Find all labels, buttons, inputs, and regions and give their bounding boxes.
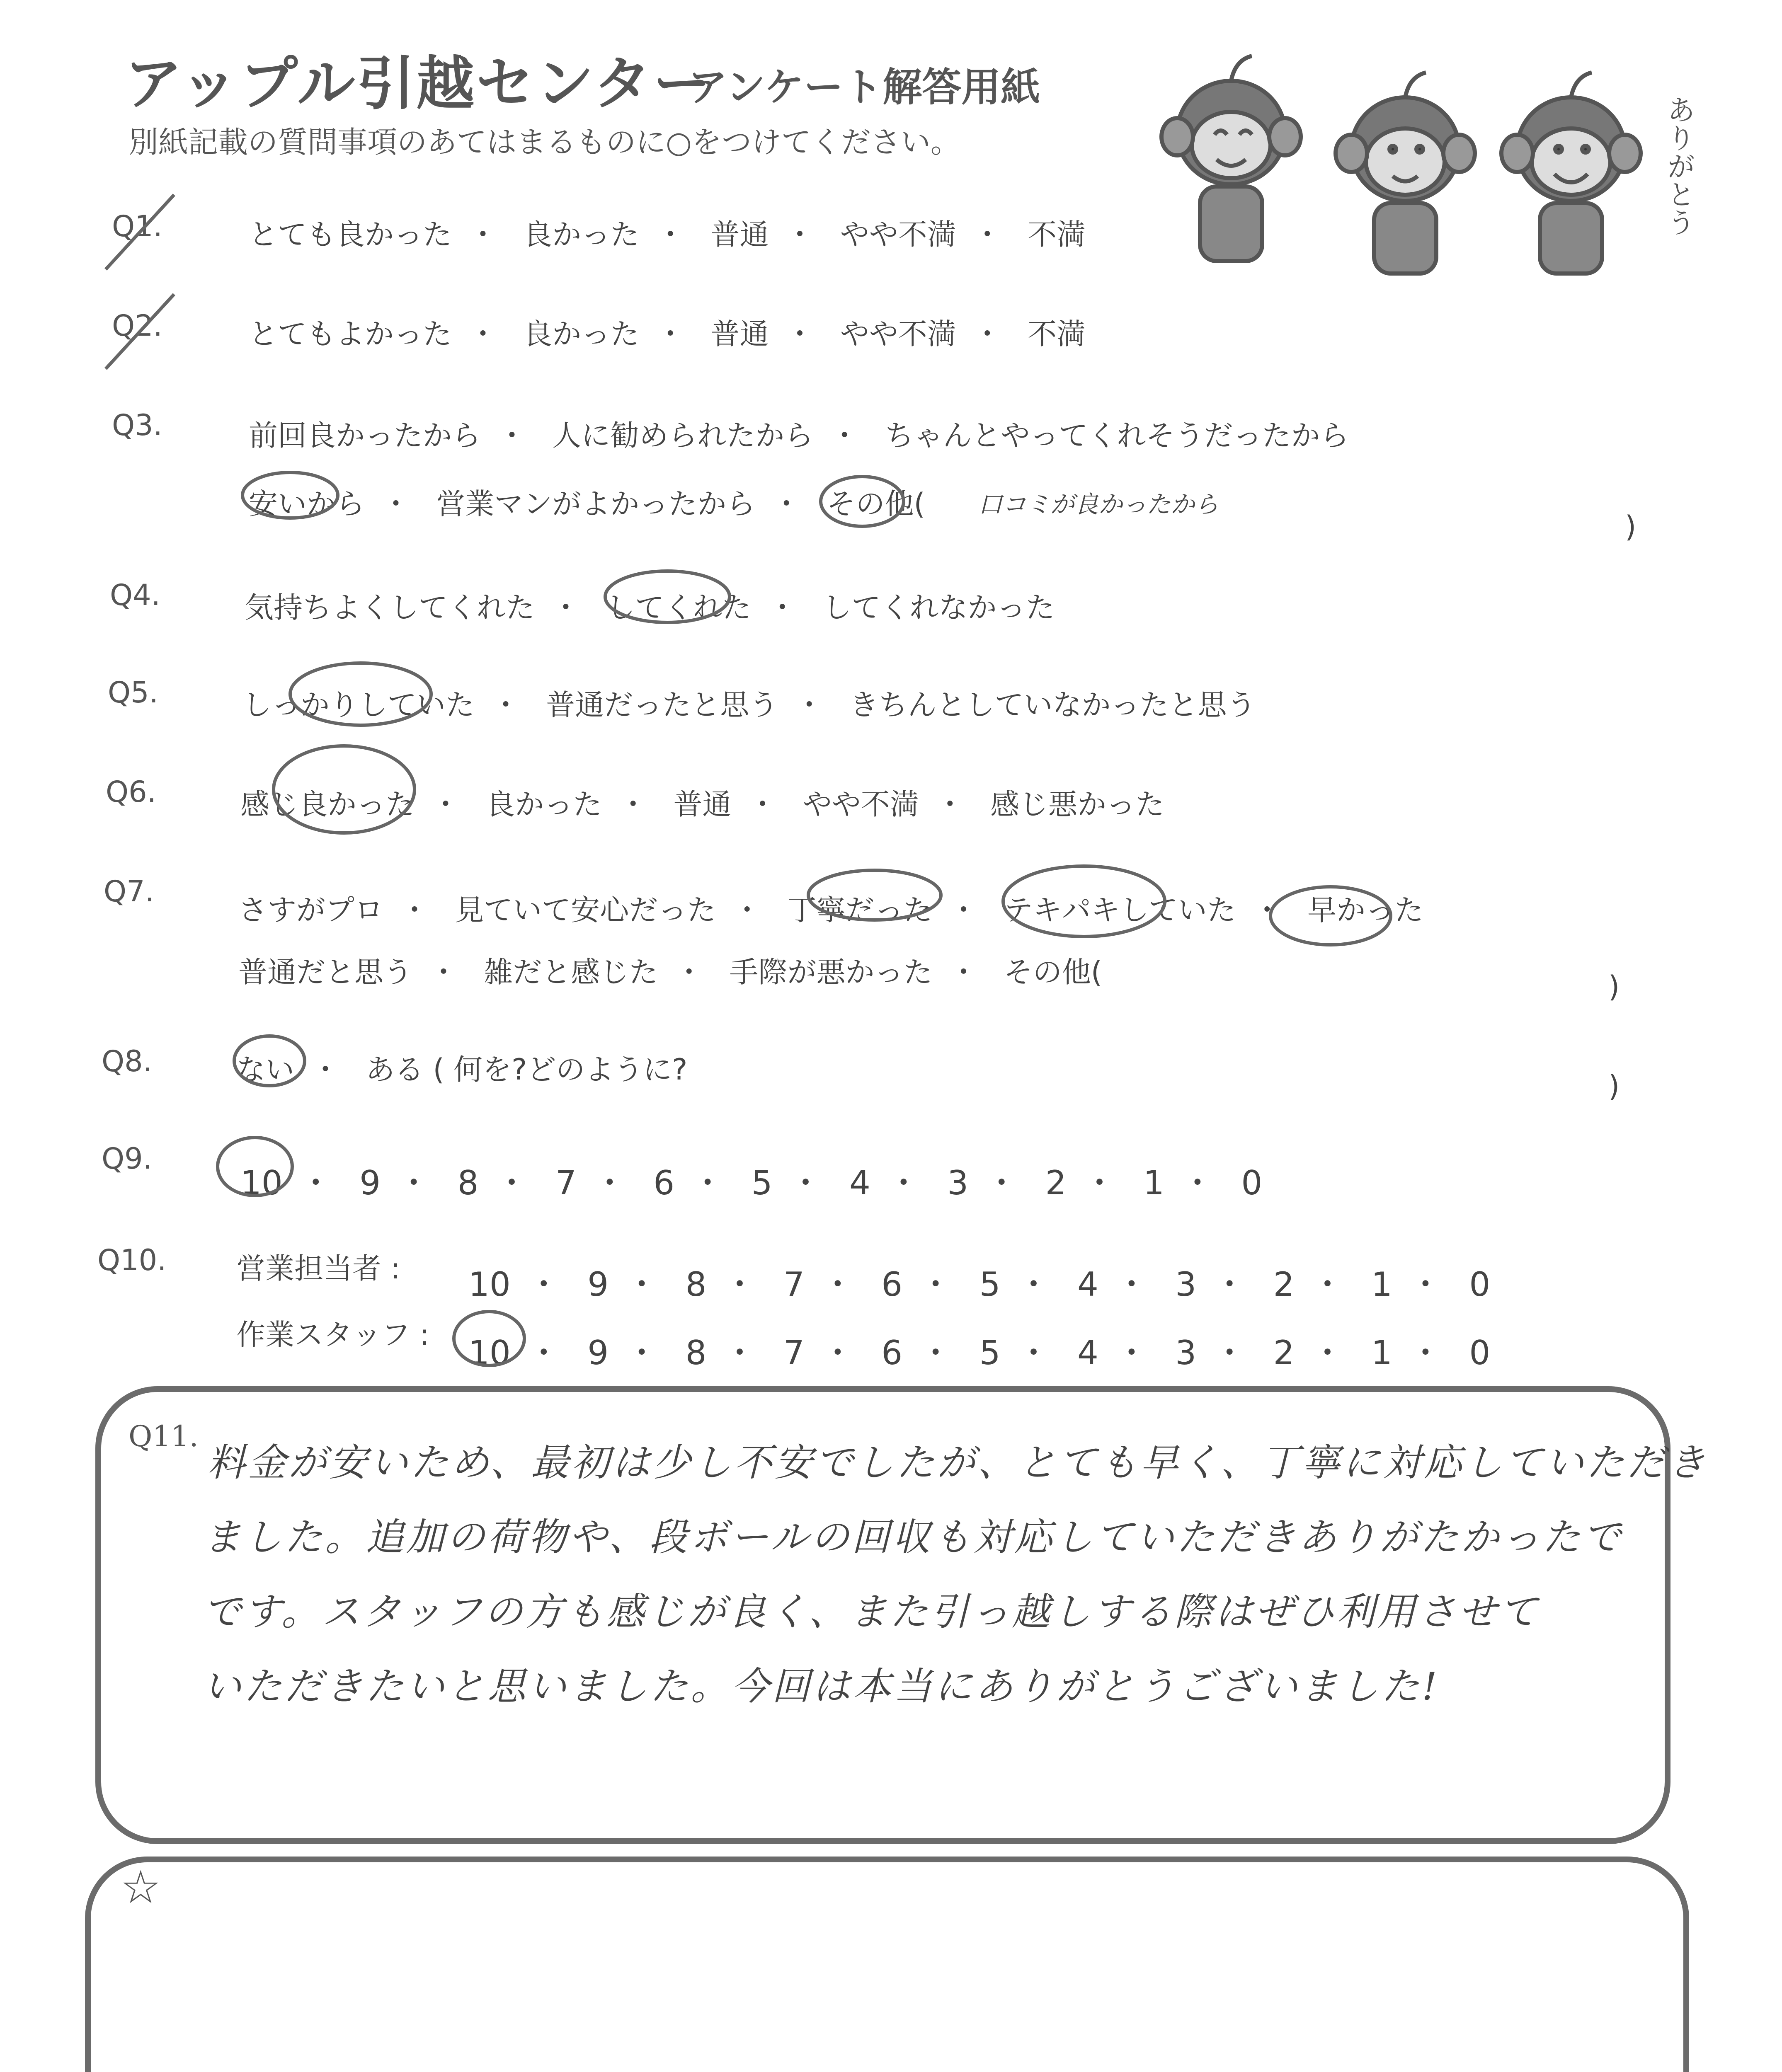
q10-sales-score[interactable]: 10 bbox=[468, 1265, 511, 1304]
q2-options: とてもよかった ・ 良かった ・ 普通 ・ やや不満 ・ 不満 bbox=[249, 317, 1086, 351]
q10-sales-score[interactable]: 0 bbox=[1469, 1265, 1491, 1304]
q10-sales-score[interactable]: 5 bbox=[979, 1265, 1001, 1304]
q9-score[interactable]: 10 bbox=[240, 1164, 283, 1202]
q10-staff-score[interactable]: 1 bbox=[1371, 1334, 1392, 1372]
q3-option[interactable]: 人に勧められたから bbox=[552, 419, 814, 453]
star-icon: ☆ bbox=[120, 1861, 161, 1914]
q10-sales-score[interactable]: 3 bbox=[1175, 1265, 1197, 1304]
q9-score[interactable]: 7 bbox=[555, 1164, 577, 1202]
q3-close-paren: ) bbox=[1625, 510, 1637, 544]
q6-option[interactable]: 感じ良かった bbox=[240, 787, 415, 821]
q4-option[interactable]: してくれた bbox=[606, 591, 752, 625]
q1-options: とても良かった ・ 良かった ・ 普通 ・ やや不満 ・ 不満 bbox=[249, 218, 1086, 252]
q6-options: 感じ良かった ・ 良かった ・ 普通 ・ やや不満 ・ 感じ悪かった bbox=[240, 787, 1165, 821]
q3-option[interactable]: 営業マンがよかったから bbox=[436, 487, 756, 521]
form-subtitle: アンケート解答用紙 bbox=[688, 65, 1040, 110]
form-title: アップル引越センター bbox=[124, 50, 713, 118]
q3-options-line1: 前回良かったから ・ 人に勧められたから ・ ちゃんとやってくれそうだったから bbox=[249, 419, 1349, 453]
q6-option[interactable]: 良かった bbox=[486, 787, 602, 821]
q5-number: Q5. bbox=[108, 675, 158, 709]
q6-option[interactable]: やや不満 bbox=[803, 787, 919, 821]
q7-number: Q7. bbox=[104, 874, 154, 908]
q11-answer-line: いただきたいと思いました。今回は本当にありがとうございました! bbox=[203, 1664, 1440, 1709]
q8-option[interactable]: ない bbox=[236, 1053, 294, 1087]
q3-option[interactable]: 安いから bbox=[249, 487, 365, 521]
q10-sales-score[interactable]: 2 bbox=[1273, 1265, 1295, 1304]
q5-options: しっかりしていた ・ 普通だったと思う ・ きちんとしていなかったと思う bbox=[242, 688, 1256, 722]
q10-sales-score[interactable]: 7 bbox=[783, 1265, 805, 1304]
q4-number: Q4. bbox=[110, 578, 160, 612]
q8-number: Q8. bbox=[102, 1044, 152, 1078]
q3-options-line2: 安いから ・ 営業マンがよかったから ・ その他( bbox=[249, 487, 925, 521]
q7-options-line1: さすがプロ ・ 見ていて安心だった ・ 丁寧だった ・ テキパキしていた ・ 早かった bbox=[238, 893, 1424, 927]
free-comment-box bbox=[85, 1857, 1689, 2072]
q7-options-line2: 普通だと思う ・ 雑だと感じた ・ 手際が悪かった ・ その他( bbox=[238, 955, 1103, 989]
q1-option[interactable]: とても良かった bbox=[249, 218, 452, 252]
q10-staff-score[interactable]: 5 bbox=[979, 1334, 1001, 1372]
q9-score[interactable]: 3 bbox=[947, 1164, 969, 1202]
q7-option[interactable]: 手際が悪かった bbox=[729, 955, 933, 989]
q10-sales-score[interactable]: 4 bbox=[1077, 1265, 1098, 1304]
q10-number: Q10. bbox=[97, 1243, 167, 1277]
q4-options: 気持ちよくしてくれた ・ してくれた ・ してくれなかった bbox=[245, 591, 1055, 625]
q5-option[interactable]: 普通だったと思う bbox=[546, 688, 778, 722]
q11-answer-line: 料金が安いため、最初は少し不安でしたが、とても早く、丁寧に対応していただき bbox=[207, 1440, 1708, 1485]
instruction-text: 別紙記載の質問事項のあてはまるものに○をつけてください。 bbox=[128, 125, 960, 160]
q5-option[interactable]: きちんとしていなかったと思う bbox=[849, 688, 1256, 722]
q1-number: Q1. bbox=[112, 209, 162, 243]
q9-score[interactable]: 5 bbox=[751, 1164, 773, 1202]
q10-staff-score[interactable]: 3 bbox=[1175, 1334, 1197, 1372]
q10-sales-score[interactable]: 1 bbox=[1371, 1265, 1392, 1304]
q2-number: Q2. bbox=[112, 309, 162, 343]
q6-number: Q6. bbox=[106, 775, 156, 809]
q9-score[interactable]: 0 bbox=[1241, 1164, 1263, 1202]
q10-staff-score[interactable]: 7 bbox=[783, 1334, 805, 1372]
q2-option[interactable]: 普通 bbox=[710, 317, 769, 351]
q5-option[interactable]: しっかりしていた bbox=[242, 688, 475, 722]
q10-staff-scale: 10 ・ 9 ・ 8 ・ 7 ・ 6 ・ 5 ・ 4 ・ 3 ・ 2 ・ 1 ・ 0 bbox=[468, 1334, 1491, 1372]
q11-answer-line: です。スタッフの方も感じが良く、また引っ越しする際はぜひ利用させて bbox=[203, 1590, 1540, 1634]
q9-score[interactable]: 6 bbox=[653, 1164, 675, 1202]
q7-option[interactable]: さすがプロ bbox=[238, 893, 383, 927]
q4-option[interactable]: 気持ちよくしてくれた bbox=[245, 591, 535, 625]
q10-staff-score[interactable]: 8 bbox=[685, 1334, 707, 1372]
q10-staff-score[interactable]: 4 bbox=[1077, 1334, 1098, 1372]
q7-option[interactable]: 丁寧だった bbox=[787, 893, 933, 927]
q8-options: ない ・ ある ( 何を?どのように? bbox=[236, 1053, 688, 1087]
q2-option[interactable]: やや不満 bbox=[840, 317, 956, 351]
q10-staff-label: 作業スタッフ : bbox=[236, 1318, 429, 1352]
q2-option[interactable]: 良かった bbox=[523, 317, 640, 351]
q4-option[interactable]: してくれなかった bbox=[822, 591, 1055, 625]
q9-score[interactable]: 2 bbox=[1045, 1164, 1067, 1202]
q10-sales-label: 営業担当者 : bbox=[236, 1251, 400, 1285]
q1-option[interactable]: 不満 bbox=[1028, 218, 1086, 252]
q10-sales-score[interactable]: 9 bbox=[587, 1265, 609, 1304]
q7-option[interactable]: その他( bbox=[1004, 955, 1103, 989]
q9-score[interactable]: 8 bbox=[457, 1164, 479, 1202]
q9-score[interactable]: 9 bbox=[359, 1164, 381, 1202]
q2-option[interactable]: 不満 bbox=[1028, 317, 1086, 351]
q7-option[interactable]: テキパキしていた bbox=[1004, 893, 1236, 927]
q7-option[interactable]: 普通だと思う bbox=[238, 955, 412, 989]
q10-staff-score[interactable]: 2 bbox=[1273, 1334, 1295, 1372]
q10-sales-score[interactable]: 6 bbox=[881, 1265, 903, 1304]
q7-option[interactable]: 見ていて安心だった bbox=[455, 893, 716, 927]
mascot-text: ありがとう bbox=[1662, 95, 1695, 236]
q10-staff-score[interactable]: 10 bbox=[468, 1334, 511, 1372]
q3-number: Q3. bbox=[112, 408, 162, 442]
q1-option[interactable]: 良かった bbox=[523, 218, 640, 252]
q9-number: Q9. bbox=[102, 1142, 152, 1176]
q9-scale: 10 ・ 9 ・ 8 ・ 7 ・ 6 ・ 5 ・ 4 ・ 3 ・ 2 ・ 1 ・ 0 bbox=[240, 1164, 1263, 1202]
q3-option[interactable]: 前回良かったから bbox=[249, 419, 481, 453]
q2-option[interactable]: とてもよかった bbox=[249, 317, 452, 351]
q7-option[interactable]: 早かった bbox=[1307, 893, 1424, 927]
q11-answer bbox=[203, 1426, 1708, 1724]
q10-staff-score[interactable]: 9 bbox=[587, 1334, 609, 1372]
q7-option[interactable]: 雑だと感じた bbox=[484, 955, 658, 989]
q8-option[interactable]: ある ( 何を?どのように? bbox=[366, 1053, 688, 1087]
q6-option[interactable]: 普通 bbox=[673, 787, 732, 821]
q3-option[interactable]: ちゃんとやってくれそうだったから bbox=[885, 419, 1349, 453]
q10-staff-score[interactable]: 0 bbox=[1469, 1334, 1491, 1372]
q7-close-paren: ) bbox=[1608, 970, 1620, 1004]
q10-staff-score[interactable]: 6 bbox=[881, 1334, 903, 1372]
q9-score[interactable]: 1 bbox=[1143, 1164, 1164, 1202]
q9-score[interactable]: 4 bbox=[849, 1164, 870, 1202]
q10-sales-scale: 10 ・ 9 ・ 8 ・ 7 ・ 6 ・ 5 ・ 4 ・ 3 ・ 2 ・ 1 ・ 0 bbox=[468, 1265, 1491, 1304]
q1-option[interactable]: やや不満 bbox=[840, 218, 956, 252]
q3-option[interactable]: その他( bbox=[827, 487, 925, 521]
q6-option[interactable]: 感じ悪かった bbox=[990, 787, 1165, 821]
q3-other-answer: 口コミが良かったから bbox=[978, 490, 1219, 518]
q11-answer-line: ました。追加の荷物や、段ボールの回収も対応していただきありがたかったで bbox=[203, 1515, 1624, 1559]
q11-label: Q11. bbox=[128, 1419, 199, 1453]
q1-option[interactable]: 普通 bbox=[710, 218, 769, 252]
q10-sales-score[interactable]: 8 bbox=[685, 1265, 707, 1304]
q8-close-paren: ) bbox=[1608, 1069, 1620, 1103]
